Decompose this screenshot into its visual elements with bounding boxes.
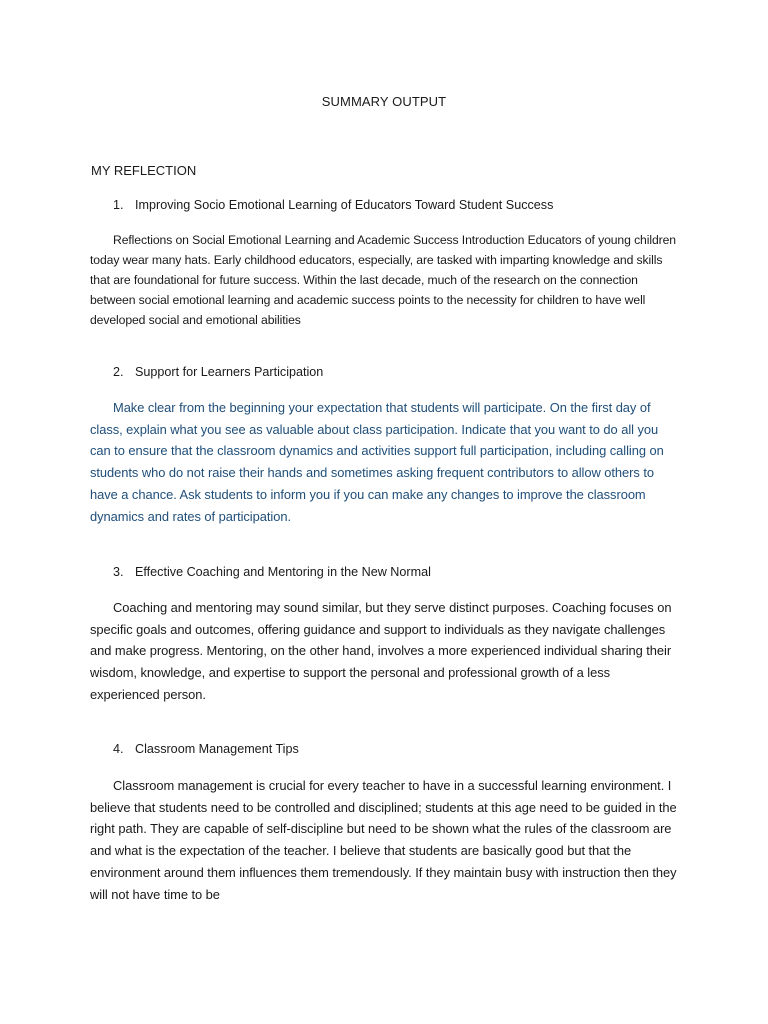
list-item-title: Improving Socio Emotional Learning of Educators Toward Student Success (135, 198, 554, 212)
list-item-heading-4 (113, 742, 299, 756)
list-item-heading-1 (113, 198, 553, 212)
list-item-body-4: Classroom management is crucial for every teacher to have in a successful learning environment. I believe that students need to be controlled and disciplined; students at this age need to be guided in the right path. They are capable of self-discipline but need to be shown what the rules of the classroom are and what is the expectation of the teacher. I believe that students are basically good but that the environment around them influences them tremendously. If they maintain busy with instruction then they will not have time to be (90, 778, 677, 902)
list-item-body-1: Reflections on Social Emotional Learning and Academic Success Introduction Educators of young children today wear many hats. Early childhood educators, especially, are tasked with imparting knowledge and skills that are foundational for future success. Within the last decade, much of the research on the connection between social emotional learning and academic success points to the necessity for children to have well developed social and emotional abilities (90, 233, 676, 327)
list-item-title: Support for Learners Participation (135, 365, 324, 379)
list-item-body-3: Coaching and mentoring may sound similar, but they serve distinct purposes. Coaching focuses on specific goals and outcomes, offering guidance and support to individuals as they navigate challenges and make progress. Mentoring, on the other hand, involves a more experienced individual sharing their wisdom, knowledge, and expertise to support the personal and professional growth of a less experienced person. (90, 600, 672, 702)
section-heading: MY REFLECTION (91, 163, 197, 178)
list-item-number: 2. (113, 365, 124, 379)
list-item-title: Classroom Management Tips (135, 742, 299, 756)
list-item-title: Effective Coaching and Mentoring in the New Normal (135, 565, 431, 579)
list-item-heading-3 (113, 565, 431, 579)
list-item-body-2: Make clear from the beginning your expectation that students will participate. On the first day of class, explain what you see as valuable about class participation. Indicate that you want to do all you can to ensure that the classroom dynamics and activities support full participation, including calling on students who do not raise their hands and sometimes asking frequent contributors to allow others to have a chance. Ask students to inform you if you can make any changes to improve the classroom dynamics and rates of participation. (90, 400, 664, 524)
list-item-number: 4. (113, 742, 124, 756)
list-item-heading-2 (113, 365, 323, 379)
list-item-number: 3. (113, 565, 124, 579)
document-title: SUMMARY OUTPUT (321, 94, 447, 109)
list-item-number: 1. (113, 198, 124, 212)
